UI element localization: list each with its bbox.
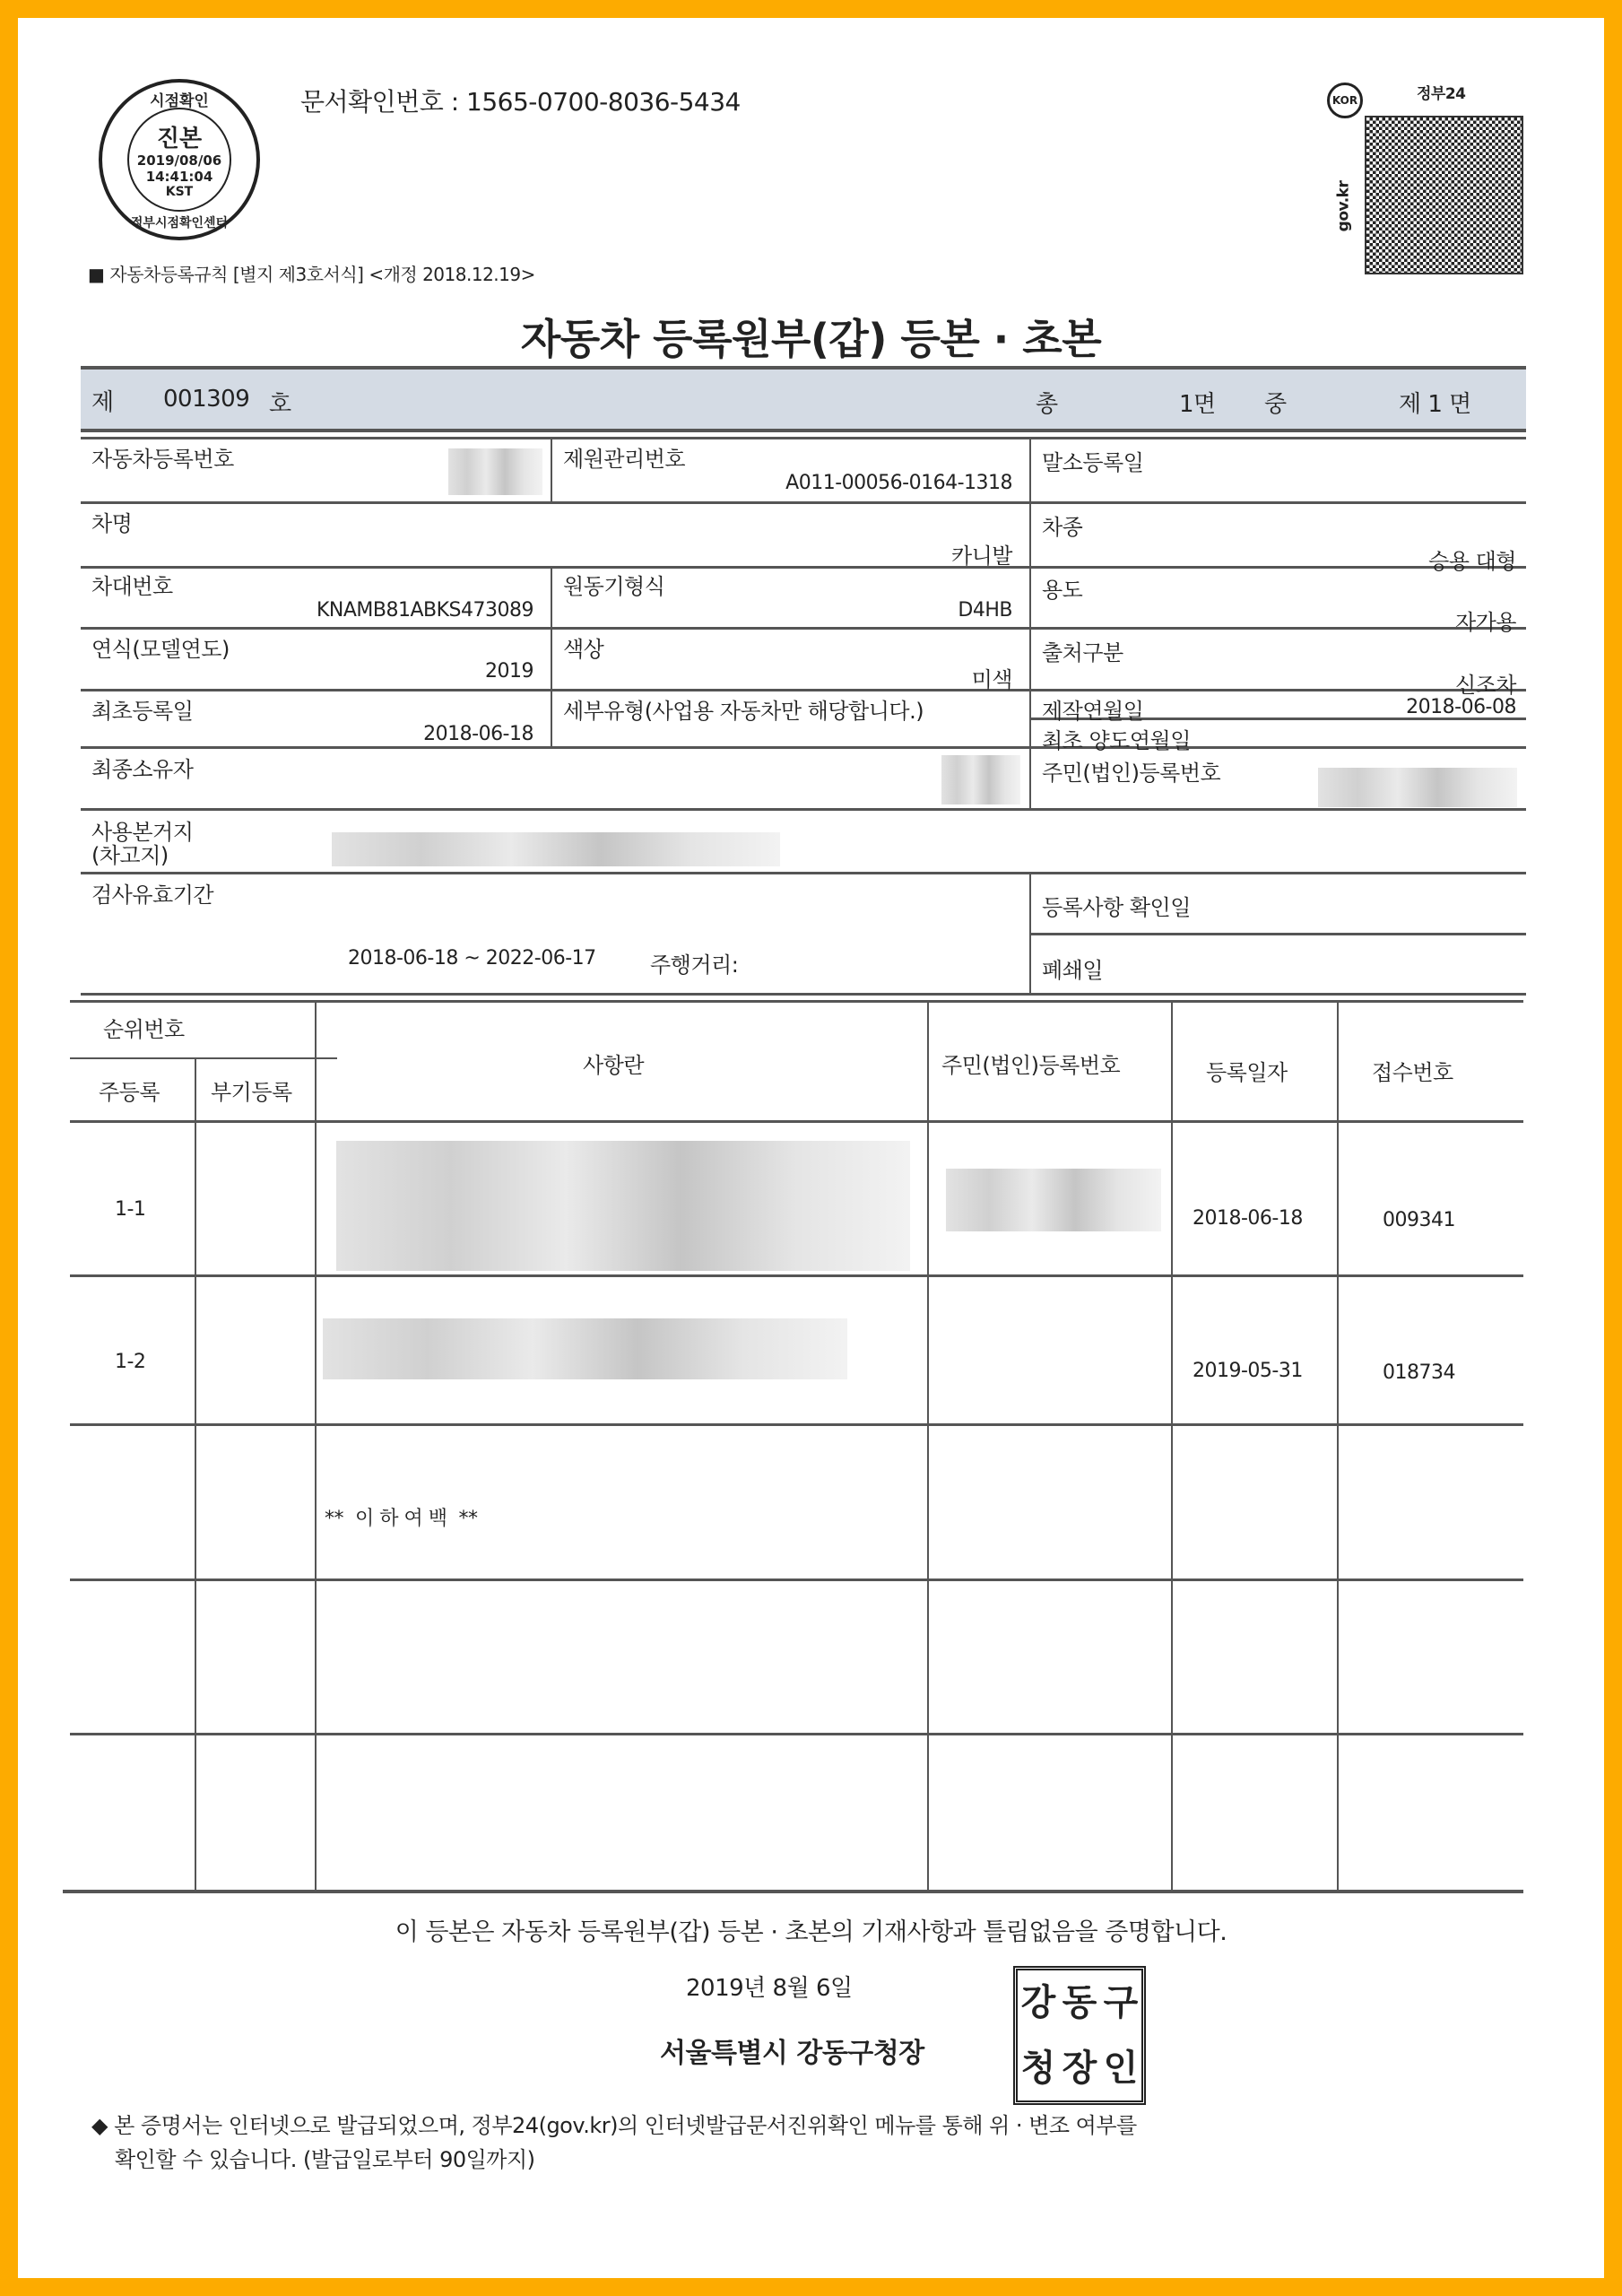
inspection-label: 검사유효기간 bbox=[91, 883, 214, 908]
model-year-label: 연식(모델연도) bbox=[91, 637, 230, 662]
issuer-name: 서울특별시 강동구청장 bbox=[660, 2038, 924, 2069]
qr-brand: 정부24 bbox=[1417, 85, 1466, 103]
row-receipt: 009341 bbox=[1383, 1209, 1455, 1231]
mfg-date-value: 2018-06-08 bbox=[1406, 696, 1516, 718]
engine-value: D4HB bbox=[958, 599, 1012, 622]
stamp-time: 14:41:04 bbox=[145, 169, 213, 185]
issue-date: 2019년 8월 6일 bbox=[686, 1975, 853, 2002]
spec-no-value: A011-00056-0164-1318 bbox=[785, 472, 1012, 494]
row-date: 2018-06-18 bbox=[1193, 1207, 1303, 1230]
header-resident-no: 주민(법인)등록번호 bbox=[941, 1053, 1121, 1078]
stamp-center-text: 진본 bbox=[156, 126, 203, 152]
scrap-date-label: 폐쇄일 bbox=[1042, 958, 1104, 983]
address-label: 사용본거지 bbox=[91, 820, 194, 845]
cancel-date-label: 말소등록일 bbox=[1042, 450, 1144, 475]
reg-no-label: 자동차등록번호 bbox=[91, 447, 234, 472]
stamp-top-text: 시점확인 bbox=[150, 92, 209, 110]
confirm-date-label: 등록사항 확인일 bbox=[1042, 895, 1191, 920]
spec-no-label: 제원관리번호 bbox=[563, 447, 686, 472]
usage-value: 자가용 bbox=[1454, 610, 1516, 635]
first-reg-value: 2018-06-18 bbox=[423, 723, 533, 745]
header-total: 1면 bbox=[1179, 391, 1216, 418]
row-receipt: 018734 bbox=[1383, 1361, 1455, 1384]
row-date: 2019-05-31 bbox=[1193, 1360, 1303, 1382]
redacted-resident-no bbox=[1318, 768, 1517, 807]
redacted-resident bbox=[946, 1169, 1161, 1231]
header-receipt-no: 접수번호 bbox=[1372, 1060, 1453, 1085]
kor-badge: KOR bbox=[1327, 83, 1363, 118]
vin-value: KNAMB81ABKS473089 bbox=[316, 599, 533, 622]
mfg-date-label: 제작연월일 bbox=[1042, 699, 1144, 724]
mileage-label: 주행거리: bbox=[650, 952, 739, 978]
model-year-value: 2019 bbox=[485, 660, 533, 683]
certification-statement: 이 등본은 자동차 등록원부(갑) 등본 · 초본의 기재사항과 틀림없음을 증명합니다. bbox=[395, 1918, 1227, 1946]
resident-no-label: 주민(법인)등록번호 bbox=[1042, 761, 1221, 786]
car-name-label: 차명 bbox=[91, 511, 133, 536]
row-main-reg: 1-1 bbox=[115, 1198, 146, 1221]
row-main-reg: 1-2 bbox=[115, 1351, 146, 1373]
end-note: ** 이 하 여 백 ** bbox=[325, 1508, 478, 1530]
header-suffix: 호 bbox=[269, 391, 291, 418]
header-details: 사항란 bbox=[583, 1053, 645, 1078]
origin-value: 신조차 bbox=[1454, 673, 1516, 698]
header-reg-date: 등록일자 bbox=[1206, 1060, 1288, 1085]
form-reference: ■ 자동차등록규칙 [별지 제3호서식] <개정 2018.12.19> bbox=[88, 264, 535, 285]
address-label-2: (차고지) bbox=[91, 843, 169, 868]
header-mid: 중 bbox=[1264, 391, 1287, 418]
official-seal: 강 동 구 청 장 인 bbox=[1013, 1966, 1146, 2105]
stamp-date: 2019/08/06 bbox=[136, 152, 222, 169]
stamp-zone: KST bbox=[165, 185, 194, 199]
origin-label: 출처구분 bbox=[1042, 640, 1123, 665]
first-reg-label: 최초등록일 bbox=[91, 699, 194, 724]
owner-label: 최종소유자 bbox=[91, 757, 194, 782]
verification-qr-code bbox=[1365, 116, 1523, 274]
header-prefix: 제 bbox=[91, 389, 114, 416]
stamp-bottom-text: 정부시점확인센터 bbox=[130, 216, 229, 230]
qr-site: gov.kr bbox=[1334, 180, 1353, 232]
footnote-line-2: 확인할 수 있습니다. (발급일로부터 90일까지) bbox=[115, 2147, 535, 2172]
header-band bbox=[81, 366, 1526, 432]
authenticity-stamp bbox=[99, 79, 260, 240]
vin-label: 차대번호 bbox=[91, 574, 173, 599]
engine-label: 원동기형식 bbox=[563, 574, 665, 599]
redacted-owner bbox=[941, 755, 1020, 804]
redacted-details bbox=[323, 1318, 847, 1379]
doc-confirm-number: 문서확인번호 : 1565-0700-8036-5434 bbox=[300, 87, 741, 117]
header-number: 001309 bbox=[163, 386, 250, 413]
car-type-value: 승용 대형 bbox=[1428, 549, 1516, 574]
page-title: 자동차 등록원부(갑) 등본 · 초본 bbox=[520, 315, 1102, 363]
header-total-label: 총 bbox=[1036, 391, 1058, 418]
car-name-value: 카니발 bbox=[950, 544, 1012, 569]
sub-type-label: 세부유형(사업용 자동차만 해당합니다.) bbox=[563, 699, 924, 724]
footnote-line-1: ◆ 본 증명서는 인터넷으로 발급되었으며, 정부24(gov.kr)의 인터넷발급문서진위확인 메뉴를 통해 위 · 변조 여부를 bbox=[91, 2113, 1137, 2138]
redacted-details bbox=[336, 1141, 910, 1271]
document-page bbox=[18, 18, 1604, 2278]
header-sub-reg: 부기등록 bbox=[211, 1080, 292, 1105]
color-label: 색상 bbox=[563, 637, 604, 662]
first-transfer-label: 최초 양도연월일 bbox=[1042, 728, 1191, 753]
color-value: 미색 bbox=[971, 667, 1012, 692]
car-type-label: 차종 bbox=[1042, 515, 1083, 540]
redacted-address bbox=[332, 832, 780, 866]
inspection-value: 2018-06-18 ~ 2022-06-17 bbox=[348, 947, 596, 970]
header-rank: 순위번호 bbox=[103, 1017, 185, 1042]
redacted-reg-no bbox=[448, 448, 542, 495]
header-main-reg: 주등록 bbox=[99, 1080, 160, 1105]
usage-label: 용도 bbox=[1042, 578, 1083, 603]
header-page: 제 1 면 bbox=[1399, 391, 1471, 418]
